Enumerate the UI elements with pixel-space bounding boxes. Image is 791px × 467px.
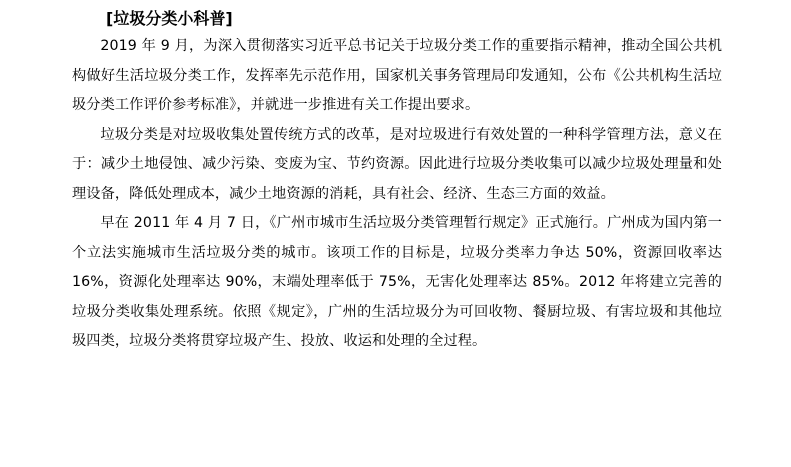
paragraph-policy-notice: 2019 年 9 月，为深入贯彻落实习近平总书记关于垃圾分类工作的重要指示精神，推动全国公共机构做好生活垃圾分类工作，发挥率先示范作用，国家机关事务管理局印发通知，公布《公共机构生活垃圾分类工作评价参考标准》，并就进一步推进有关工作提出要求。 (72, 38, 722, 113)
paragraph-significance: 垃圾分类是对垃圾收集处置传统方式的改革，是对垃圾进行有效处置的一种科学管理方法，意义在于：减少土地侵蚀、减少污染、变废为宝、节约资源。因此进行垃圾分类收集可以减少垃圾处理量和处理设备，降低处理成本，减少土地资源的消耗，具有社会、经济、生态三方面的效益。 (72, 126, 722, 202)
paragraph-guangzhou-regulation: 早在 2011 年 4 月 7 日，《广州市城市生活垃圾分类管理暂行规定》正式施行。广州成为国内第一个立法实施城市生活垃圾分类的城市。该项工作的目标是，垃圾分类率力争达 50%，资源回收率达 16%，资源化处理率达 90%，末端处理率低于 75%，无害化处理率达 85%。2012 年将建立完善的垃圾分类收集处理系统。依照《规定》，广州的生活垃圾分为可回收物、餐厨垃圾、有害垃圾和其他垃圾四类，垃圾分类将贯穿垃圾产生、投放、收运和处理的全过程。 (72, 215, 722, 349)
document-page (72, 6, 722, 357)
document-title: [垃圾分类小科普] (106, 9, 233, 28)
